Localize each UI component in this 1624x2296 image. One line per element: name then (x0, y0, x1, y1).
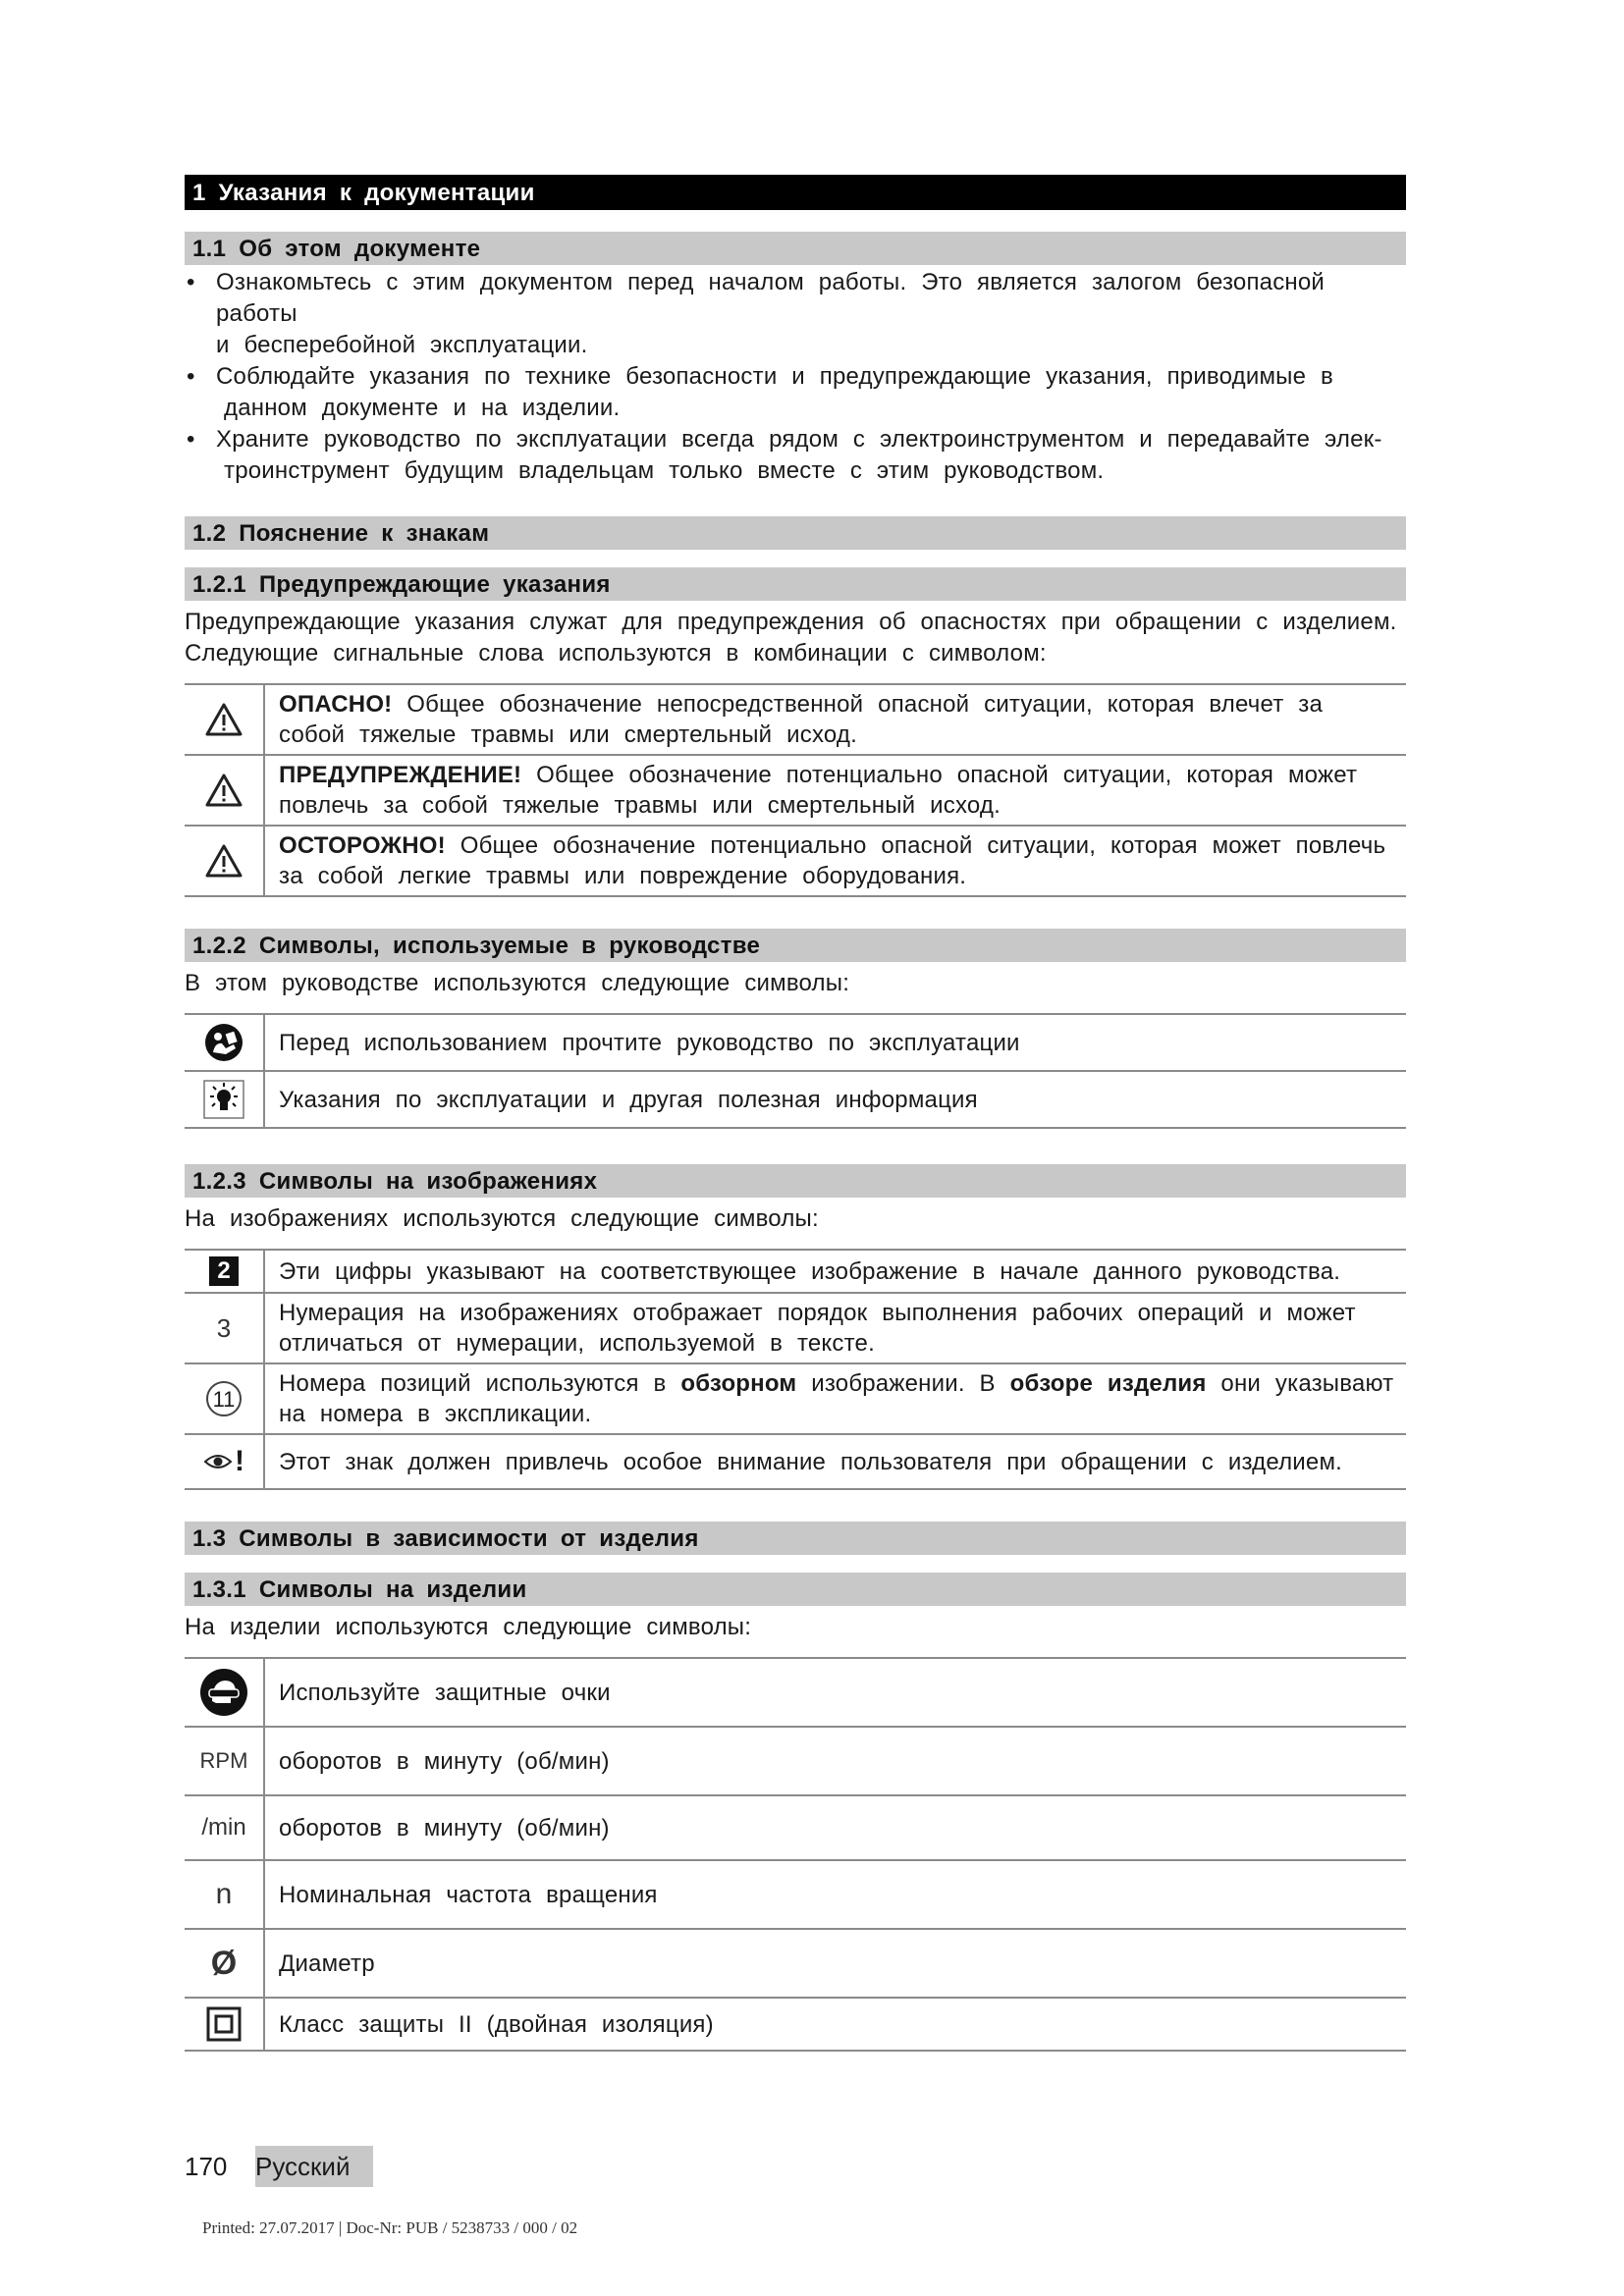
symbol-description: Номера позиций используются в обзорном изображении. В обзоре изделия они указывают на номера в экспликации. (279, 1370, 1394, 1427)
table-row (185, 1293, 1406, 1363)
table-row (185, 684, 1406, 755)
heading-1-2: 1.2 Пояснение к знакам (185, 516, 1406, 550)
symbol-description: Перед использованием прочтите руководство по эксплуатации (279, 1029, 1020, 1056)
table-row (185, 1795, 1406, 1860)
table-row (185, 1929, 1406, 1998)
heading-1-2-1: 1.2.1 Предупреждающие указания (185, 567, 1406, 601)
symbol-description: оборотов в минуту (об/мин) (279, 1747, 610, 1775)
figure-symbols-table (185, 1249, 1406, 1490)
read-manual-icon (185, 1014, 264, 1071)
step-number-icon: 3 (185, 1293, 264, 1363)
symbol-description: Класс защиты II (двойная изоляция) (279, 2010, 714, 2038)
warning-triangle-icon (185, 755, 264, 826)
safety-goggles-icon (185, 1658, 264, 1727)
print-info: Printed: 27.07.2017 | Doc-Nr: PUB / 5238733 / 000 / 02 (202, 2218, 578, 2237)
paragraph: На изображениях используются следующие символы: (185, 1205, 819, 1232)
symbol-description: Эти цифры указывают на соответствующее изображение в начале данного руководства. (279, 1257, 1341, 1285)
per-minute-symbol: /min (185, 1795, 264, 1860)
symbol-description: Указания по эксплуатации и другая полезная информация (279, 1086, 978, 1113)
diameter-symbol: Ø (185, 1929, 264, 1998)
list-item: • Ознакомьтесь с этим документом перед началом работы. Это является залогом безопасной работы и бесперебойной эксплуатации. (187, 269, 1326, 358)
symbol-description: Номинальная частота вращения (279, 1881, 658, 1908)
symbol-description: Диаметр (279, 1949, 375, 1977)
rated-speed-symbol: n (185, 1860, 264, 1929)
table-row (185, 826, 1406, 896)
warning-table (185, 683, 1406, 897)
table-row (185, 1658, 1406, 1727)
rpm-symbol: RPM (185, 1727, 264, 1795)
list-item: • Соблюдайте указания по технике безопасности и предупреждающие указания, приводимые в данном документе и на изделии. (187, 363, 1333, 421)
table-row (185, 1250, 1406, 1293)
info-lamp-icon (185, 1071, 264, 1128)
paragraph: На изделии используются следующие символы: (185, 1614, 752, 1640)
protection-class-ii-icon (185, 1998, 264, 2051)
symbol-description: Этот знак должен привлечь особое внимание пользователя при обращении с изделием. (279, 1448, 1343, 1475)
figure-number-icon: 2 (185, 1250, 264, 1293)
table-row (185, 1727, 1406, 1795)
warning-text: ОПАСНО! Общее обозначение непосредственной опасной ситуации, которая влечет за собой тяжелые травмы или смертельный исход. (279, 691, 1324, 748)
heading-1-3-1: 1.3.1 Символы на изделии (185, 1573, 1406, 1606)
symbol-description: Используйте защитные очки (279, 1679, 611, 1706)
page-content (185, 175, 1406, 2052)
product-symbols-table (185, 1657, 1406, 2052)
table-row (185, 1860, 1406, 1929)
page-number: 170 (185, 2152, 228, 2181)
warning-text: ОСТОРОЖНО! Общее обозначение потенциально опасной ситуации, которая может повлечь за собой легкие травмы или повреждение оборудования. (279, 832, 1386, 889)
warning-text: ПРЕДУПРЕЖДЕНИЕ! Общее обозначение потенциально опасной ситуации, которая может повлечь за собой тяжелые травмы или смертельный исход. (279, 762, 1358, 819)
position-number-icon: 11 (185, 1363, 264, 1434)
paragraph: Предупреждающие указания служат для предупреждения об опасностях при обращении с изделием. Следующие сигнальные слова используются в комбинации с символом: (185, 609, 1397, 667)
symbol-description: Нумерация на изображениях отображает порядок выполнения рабочих операций и может отличаться от нумерации, используемой в тексте. (279, 1300, 1356, 1357)
attention-eye-icon: ! (185, 1434, 264, 1489)
heading-1: 1 Указания к документации (185, 175, 1406, 210)
table-row (185, 1071, 1406, 1128)
manual-symbols-table (185, 1013, 1406, 1129)
warning-triangle-icon (185, 684, 264, 755)
table-row (185, 1363, 1406, 1434)
heading-1-2-3: 1.2.3 Символы на изображениях (185, 1164, 1406, 1198)
table-row (185, 1434, 1406, 1489)
symbol-description: оборотов в минуту (об/мин) (279, 1814, 610, 1842)
heading-1-1: 1.1 Об этом документе (185, 232, 1406, 265)
table-row (185, 1014, 1406, 1071)
heading-1-2-2: 1.2.2 Символы, используемые в руководстве (185, 929, 1406, 962)
table-row (185, 1998, 1406, 2051)
table-row (185, 755, 1406, 826)
heading-1-3: 1.3 Символы в зависимости от изделия (185, 1522, 1406, 1555)
bullet-list (185, 267, 1406, 487)
list-item: • Храните руководство по эксплуатации всегда рядом с электроинструментом и передавайте элек- троинструмент будущим владельцам только вместе с этим руководством. (187, 426, 1382, 484)
paragraph: В этом руководстве используются следующие символы: (185, 970, 850, 996)
warning-triangle-icon (185, 826, 264, 896)
language-label: Русский (255, 2146, 373, 2187)
